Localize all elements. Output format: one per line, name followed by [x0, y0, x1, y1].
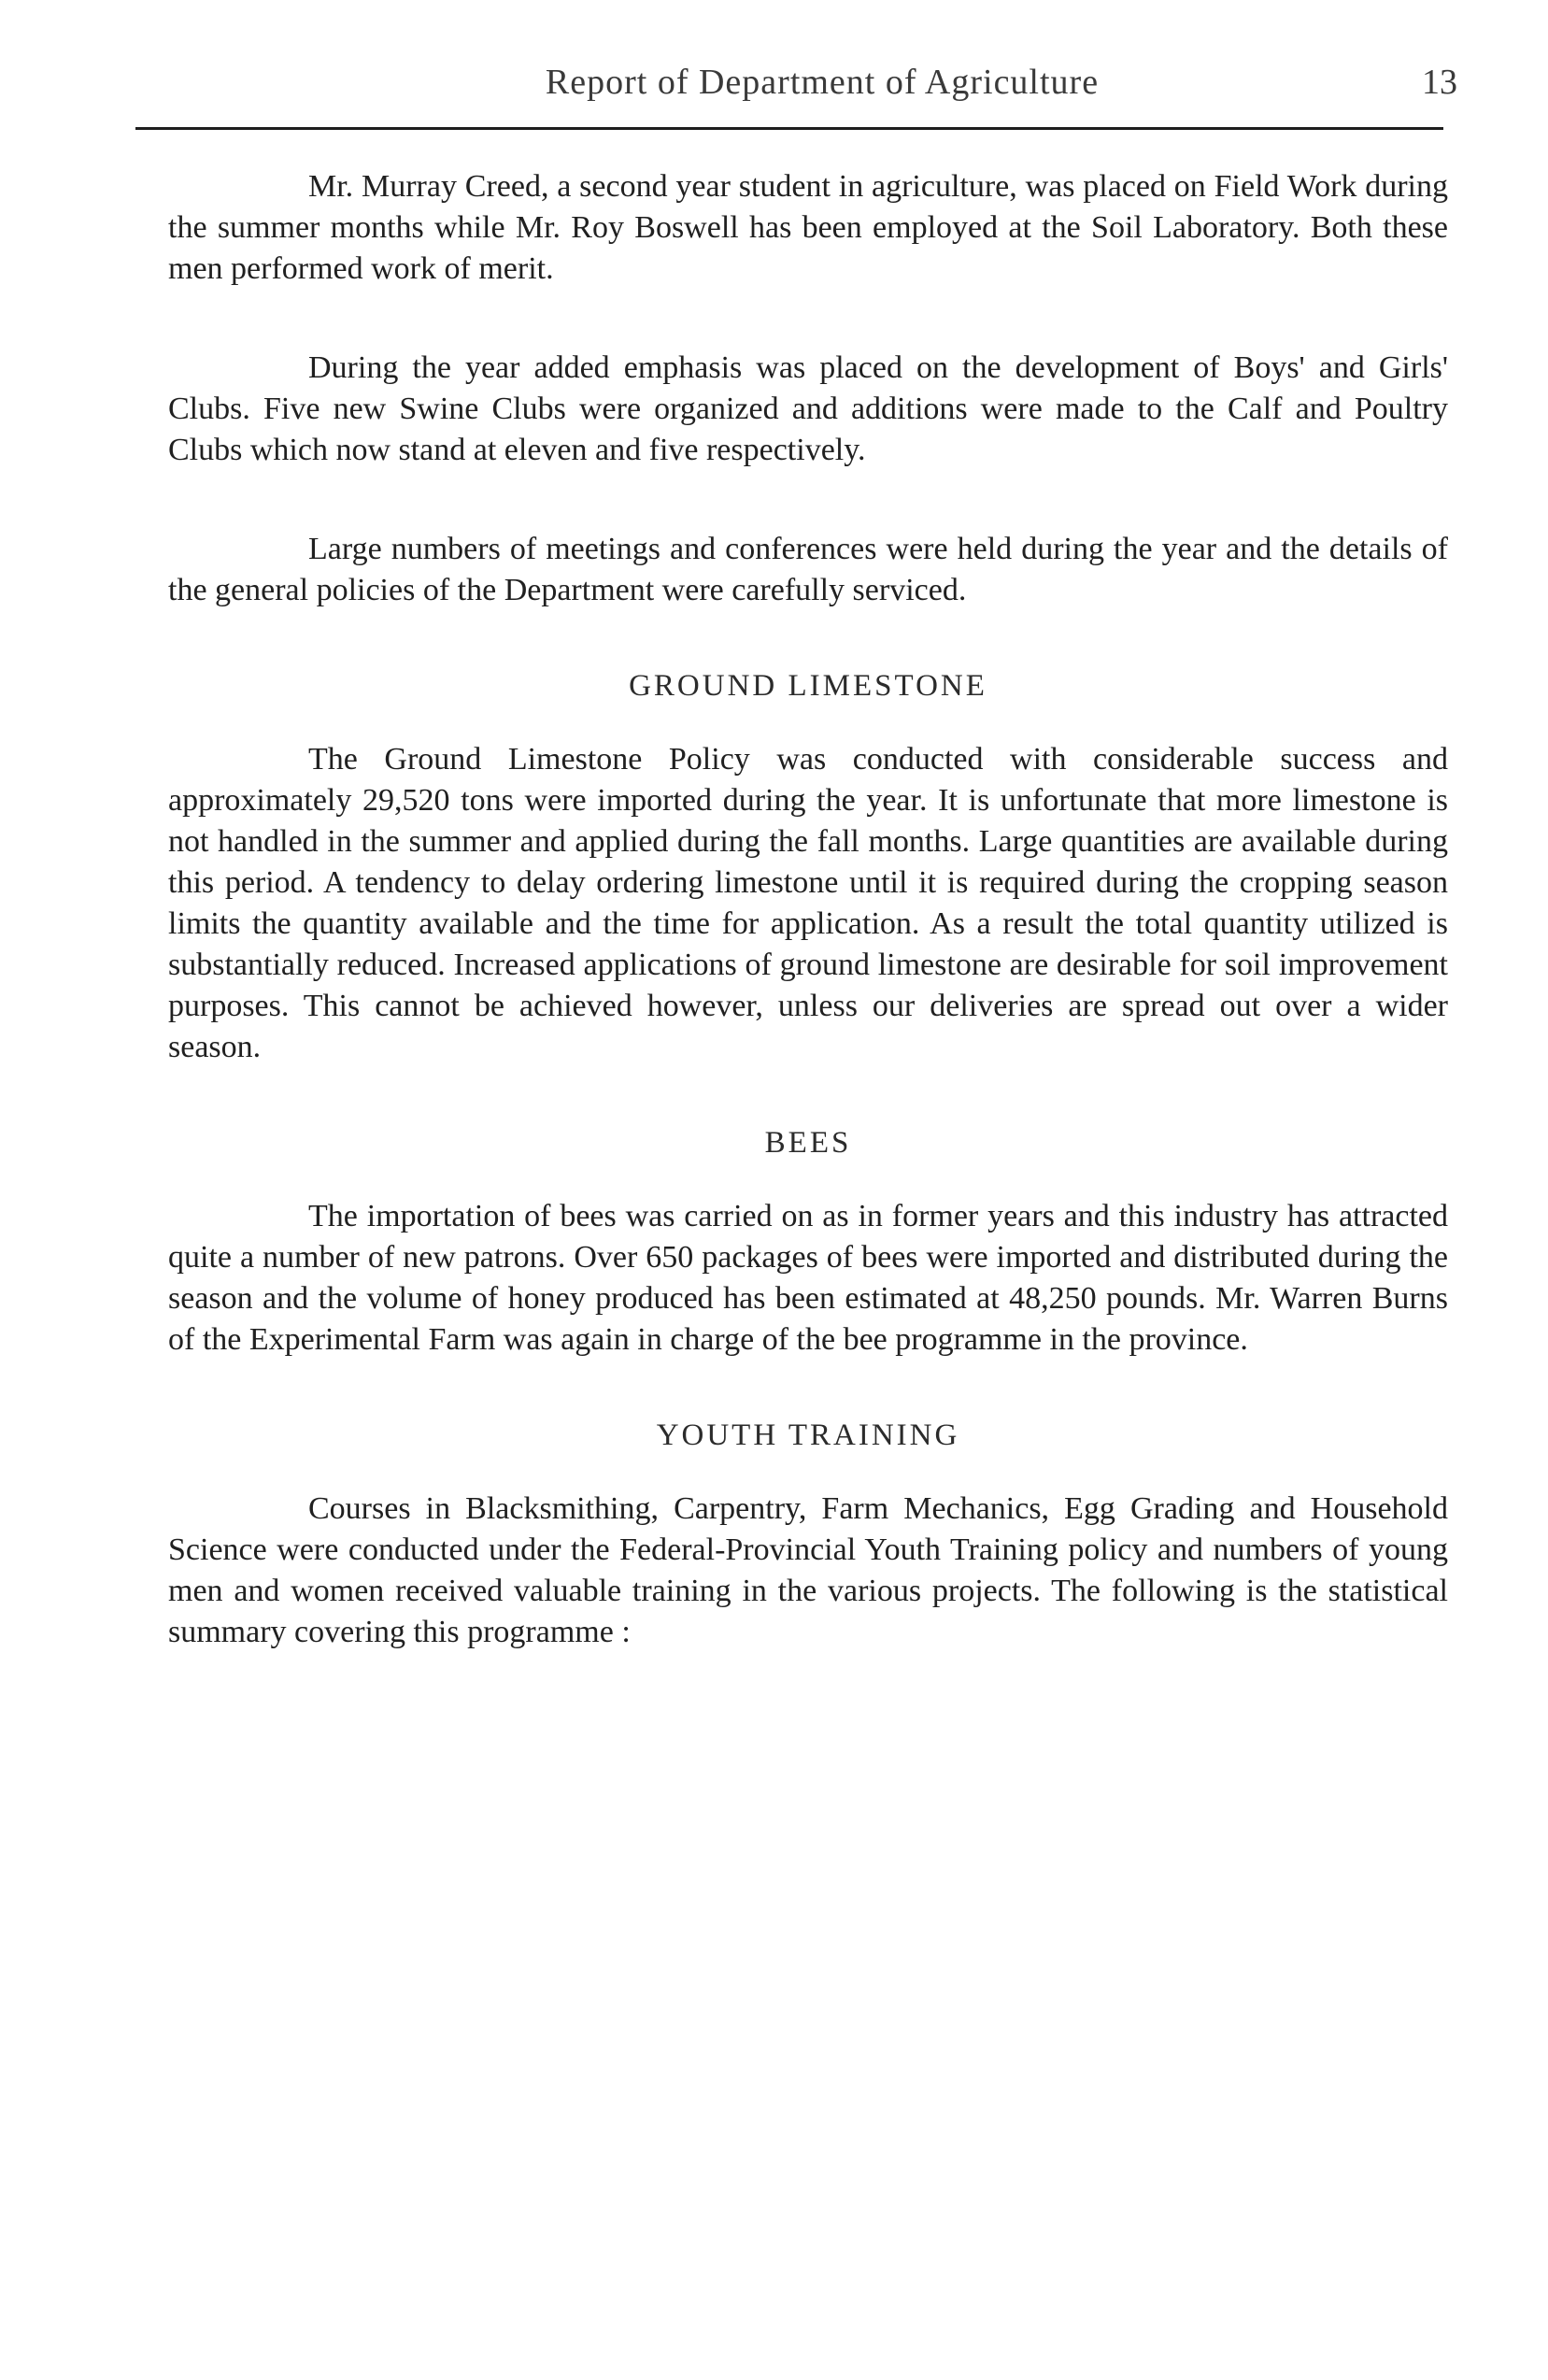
page-number: 13 [1422, 63, 1457, 102]
section-text-bees: The importation of bees was carried on as in former years and this industry has attracted quite a number of new patrons. Over 650 packages of bees were imported and distributed during the season and the volume of honey produced has been estimated at 48,250 pounds. Mr. Warren Burns of the Experimental Farm was again in charge of the bee programme in the province. [168, 1199, 1448, 1357]
section-heading-bees: BEES [764, 1126, 852, 1160]
body-text [168, 166, 1448, 1653]
paragraph-clubs: During the year added emphasis was placed on the development of Boys' and Girls' Clubs. Five new Swine Clubs were organized and additions were made to the Calf and Poultry Clubs which now stand at eleven and five respectively. [168, 350, 1448, 467]
section-text-youth-training: Courses in Blacksmithing, Carpentry, Farm Mechanics, Egg Grading and Household Science were conducted under the Federal-Provincial Youth Training policy and numbers of young men and women received valuable training in the various projects. The following is the statistical summary covering this programme : [168, 1491, 1448, 1649]
paragraph-meetings: Large numbers of meetings and conferences were held during the year and the details of the general policies of the Department were carefully serviced. [168, 532, 1448, 607]
section-text-ground-limestone: The Ground Limestone Policy was conducted with considerable success and approximately 29,520 tons were imported during the year. It is unfortunate that more limestone is not handled in the summer and applied during the fall months. Large quantities are available during this period. A tendency to delay ordering limestone until it is required during the cropping season limits the quantity available and the time for application. As a result the total quantity utilized is substantially reduced. Increased applications of ground limestone are desirable for soil improvement purposes. This cannot be achieved however, unless our deliveries are spread out over a wider season. [168, 742, 1448, 1064]
header-title: Report of Department of Agriculture [545, 63, 1100, 102]
section-heading-youth-training: YOUTH TRAINING [656, 1418, 960, 1452]
paragraph-field-work: Mr. Murray Creed, a second year student in agriculture, was placed on Field Work during the summer months while Mr. Roy Boswell has been employed at the Soil Laboratory. Both these men performed work of merit. [168, 169, 1448, 286]
section-heading-ground-limestone: GROUND LIMESTONE [629, 669, 987, 703]
running-header [187, 56, 1457, 103]
header-rule [135, 127, 1443, 130]
